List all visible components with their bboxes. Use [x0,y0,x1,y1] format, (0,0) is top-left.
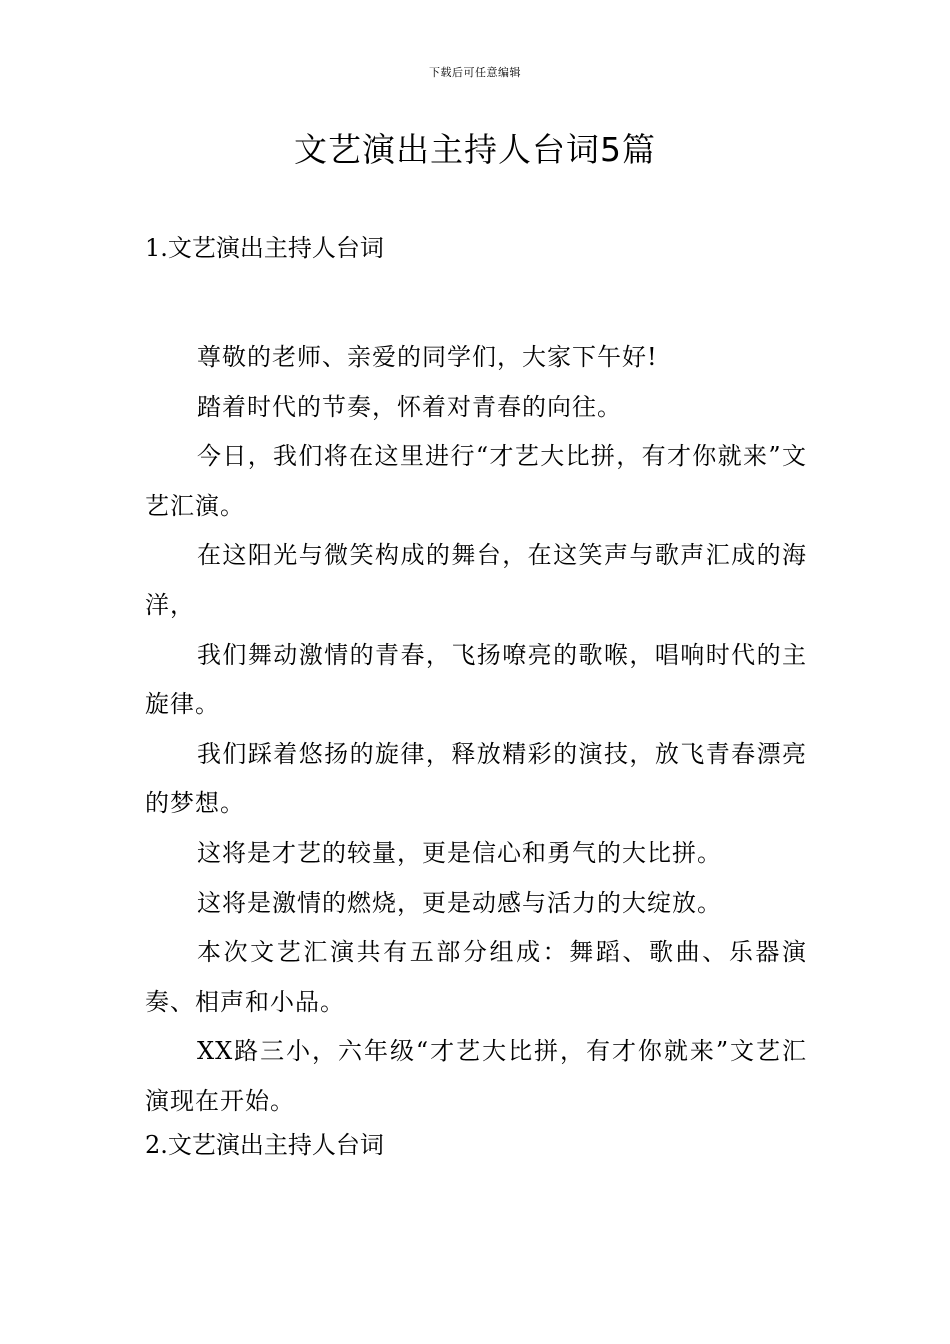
section-heading-2: 2.文艺演出主持人台词 [145,1131,384,1159]
paragraph: 踏着时代的节奏，怀着对青春的向往。 [197,392,622,421]
paragraph: 这将是激情的燃烧，更是动感与活力的大绽放。 [197,888,722,917]
paragraph: 在这阳光与微笑构成的舞台，在这笑声与歌声汇成的海洋， [145,541,807,619]
paragraph: 我们舞动激情的青春，飞扬嘹亮的歌喉，唱响时代的主旋律。 [145,640,807,719]
paragraph: 尊敬的老师、亲爱的同学们，大家下午好! [197,343,658,371]
paragraph: 今日，我们将在这里进行“才艺大比拼，有才你就来”文艺汇演。 [145,442,807,520]
header-note: 下载后可任意编辑 [429,66,521,79]
paragraph: 本次文艺汇演共有五部分组成：舞蹈、歌曲、乐器演奏、相声和小品。 [145,938,807,1016]
document-title: 文艺演出主持人台词5篇 [294,130,656,169]
paragraph: 我们踩着悠扬的旋律，释放精彩的演技，放飞青春漂亮的梦想。 [145,739,807,818]
section-heading-1: 1.文艺演出主持人台词 [145,234,384,262]
paragraph: 这将是才艺的较量，更是信心和勇气的大比拼。 [197,838,722,867]
section-1-body [145,333,807,1127]
paragraph: XX路三小，六年级“才艺大比拼，有才你就来”文艺汇演现在开始。 [145,1037,807,1115]
